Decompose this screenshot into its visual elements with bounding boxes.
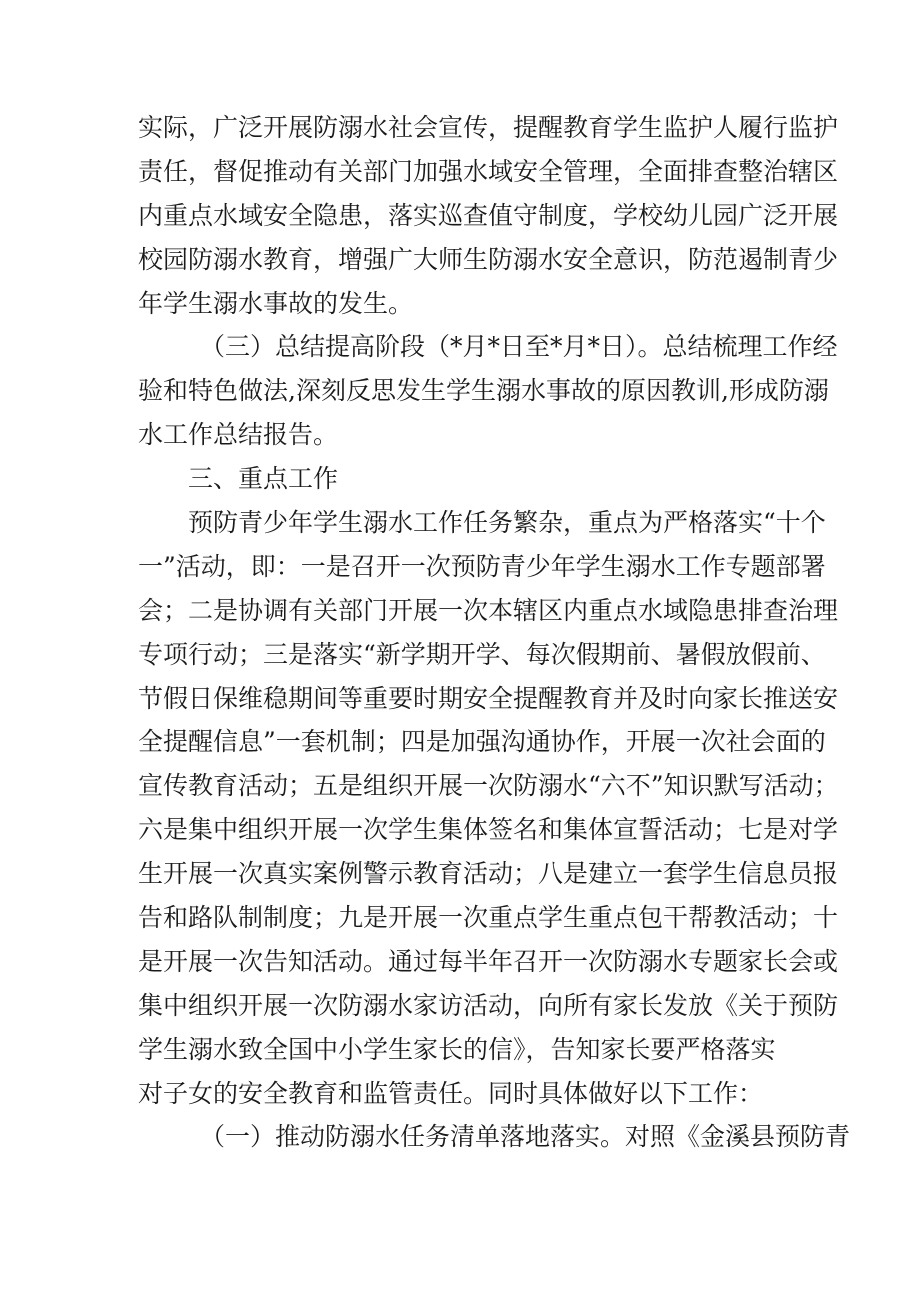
paragraph-line: 集中组织开展一次防溺水家访活动，向所有家长发放《关于预防 xyxy=(138,990,839,1020)
paragraph-line: 一”活动，即：一是召开一次预防青少年学生溺水工作专题部署 xyxy=(138,551,826,581)
subsection-heading-line: （三）总结提高阶段（*月*日至*月*日）。总结梳理工作经 xyxy=(200,332,838,362)
paragraph-line: 预防青少年学生溺水工作任务繁杂，重点为严格落实“十个 xyxy=(188,508,826,538)
subsection-heading-line: （一）推动防溺水任务清单落地落实。对照《金溪县预防青 xyxy=(200,1122,851,1152)
paragraph-line: 年学生溺水事故的发生。 xyxy=(138,288,414,318)
paragraph-line: 学生溺水致全国中小学生家长的信》，告知家长要严格落实 xyxy=(138,1034,776,1064)
paragraph-line: 是开展一次告知活动。通过每半年召开一次防溺水专题家长会或 xyxy=(138,946,839,976)
paragraph-line: 实际，广泛开展防溺水社会宣传，提醒教育学生监护人履行监护 xyxy=(138,113,839,142)
document-body xyxy=(138,106,851,1159)
paragraph-line: 校园防溺水教育，增强广大师生防溺水安全意识，防范遏制青少 xyxy=(138,244,839,274)
paragraph-line: 专项行动；三是落实“新学期开学、每次假期前、暑假放假前、 xyxy=(138,639,826,669)
paragraph-line: 六是集中组织开展一次学生集体签名和集体宣誓活动；七是对学 xyxy=(138,815,839,845)
section-heading: 三、重点工作 xyxy=(188,464,339,494)
paragraph-line: 水工作总结报告。 xyxy=(138,420,339,450)
paragraph-line: 责任，督促推动有关部门加强水域安全管理，全面排查整治辖区 xyxy=(138,156,839,186)
paragraph-line: 会；二是协调有关部门开展一次本辖区内重点水域隐患排查治理 xyxy=(138,595,839,625)
paragraph-line: 对子女的安全教育和监管责任。同时具体做好以下工作： xyxy=(138,1078,764,1108)
paragraph-line: 内重点水域安全隐患，落实巡查值守制度，学校幼儿园广泛开展 xyxy=(138,200,839,230)
paragraph-line: 全提醒信息”一套机制；四是加强沟通协作，开展一次社会面的 xyxy=(138,727,826,757)
paragraph-line: 节假日保维稳期间等重要时期安全提醒教育并及时向家长推送安 xyxy=(138,683,839,713)
paragraph-line: 验和特色做法,深刻反思发生学生溺水事故的原因教训,形成防溺 xyxy=(138,376,829,406)
paragraph-line: 生开展一次真实案例警示教育活动；八是建立一套学生信息员报 xyxy=(138,859,839,889)
paragraph-line: 告和路队制制度；九是开展一次重点学生重点包干帮教活动；十 xyxy=(138,903,839,933)
paragraph-line: 宣传教育活动；五是组织开展一次防溺水“六不”知识默写活动； xyxy=(138,771,839,801)
